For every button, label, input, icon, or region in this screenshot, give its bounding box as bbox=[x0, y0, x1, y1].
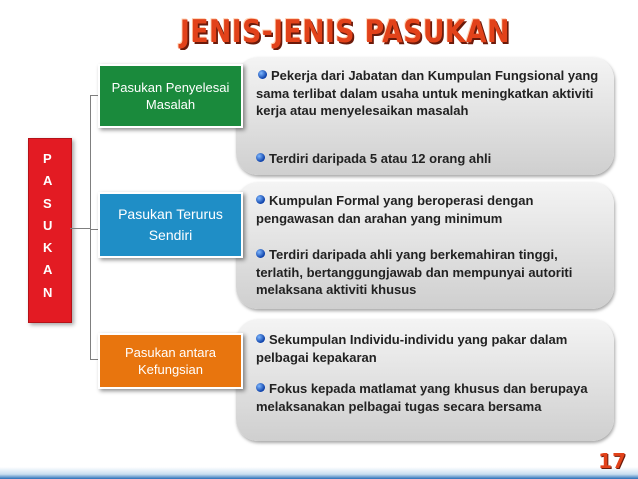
vertical-letter: A bbox=[43, 173, 53, 188]
bullet-text: Fokus kepada matlamat yang khusus dan berupaya melaksanakan pelbagai tugas secara bersama bbox=[256, 381, 588, 414]
connector-line bbox=[90, 229, 98, 230]
bullet-item bbox=[256, 331, 606, 366]
team-label-penyelesai-masalah bbox=[98, 64, 243, 128]
bullet-text: Terdiri daripada ahli yang berkemahiran tinggi, terlatih, bertanggungjawab dan mempunyai autoriti melaksana aktiviti khusus bbox=[256, 247, 573, 297]
vertical-letter: P bbox=[43, 151, 52, 166]
bottom-gradient-band bbox=[0, 467, 638, 479]
bullet-dot-icon bbox=[256, 195, 265, 204]
bullet-text: Pekerja dari Jabatan dan Kumpulan Fungsional yang sama terlibat dalam usaha untuk meningkatkan aktiviti kerja atau menyelesaikan masalah bbox=[256, 68, 599, 118]
connector-line bbox=[90, 359, 98, 360]
bullet-dot-icon bbox=[256, 383, 265, 392]
bullet-item bbox=[256, 192, 606, 227]
team-label-line: Pasukan Terurus bbox=[118, 206, 223, 222]
connector-line bbox=[70, 228, 90, 229]
bullet-dot-icon bbox=[256, 153, 265, 162]
team-label-line: Pasukan antara bbox=[124, 345, 217, 360]
bullet-text: Kumpulan Formal yang beroperasi dengan pengawasan dan arahan yang minimum bbox=[256, 193, 534, 226]
vertical-letter: U bbox=[43, 218, 53, 233]
team-label-line: Pasukan Penyelesai bbox=[111, 80, 230, 95]
pasukan-vertical-box bbox=[28, 138, 72, 323]
team-label-line: Sendiri bbox=[148, 227, 193, 243]
page-number: 17 bbox=[598, 449, 626, 473]
bullet-text: Terdiri daripada 5 atau 12 orang ahli bbox=[269, 151, 492, 166]
bullet-dot-icon bbox=[258, 70, 267, 79]
team-label-line: Masalah bbox=[145, 97, 196, 112]
vertical-letter: N bbox=[43, 285, 53, 300]
team-label-antara-kefungsian bbox=[98, 333, 243, 389]
bullet-item bbox=[256, 380, 606, 415]
connector-line bbox=[90, 95, 98, 96]
bullet-dot-icon bbox=[256, 249, 265, 258]
vertical-letter: K bbox=[43, 240, 53, 255]
bullet-item bbox=[256, 67, 606, 120]
connector-line bbox=[90, 95, 91, 360]
vertical-letter: A bbox=[43, 262, 53, 277]
bullet-dot-icon bbox=[256, 334, 265, 343]
vertical-letter: S bbox=[43, 196, 52, 211]
bullet-item bbox=[256, 246, 606, 299]
team-label-terurus-sendiri bbox=[98, 192, 243, 258]
bullet-item bbox=[256, 150, 606, 168]
slide-title: JENIS-JENIS PASUKAN bbox=[180, 14, 510, 50]
team-label-line: Kefungsian bbox=[137, 362, 204, 377]
bullet-text: Sekumpulan Individu-individu yang pakar dalam pelbagai kepakaran bbox=[256, 332, 568, 365]
